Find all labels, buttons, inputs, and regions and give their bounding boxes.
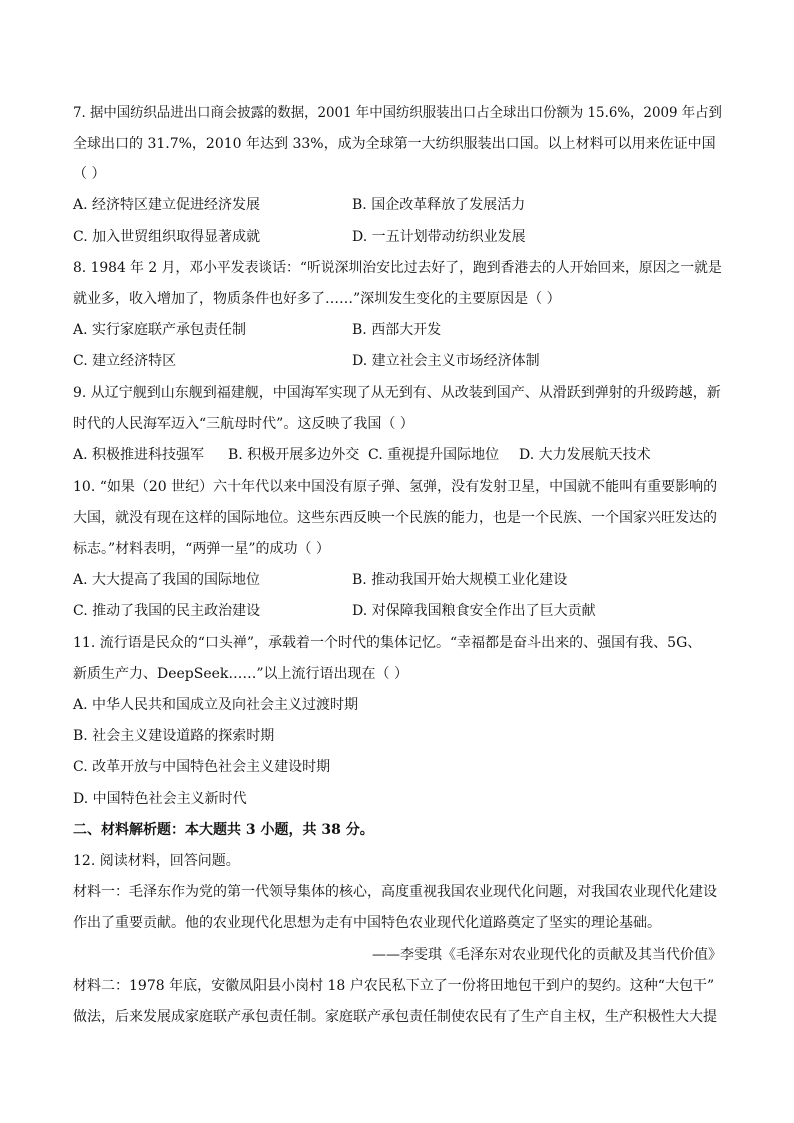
q9-option-c: C. 重视提升国际地位 [368, 447, 500, 463]
q10-option-c: C. 推动了我国的民主政治建设 [73, 603, 261, 619]
q9-stem-line-1: 9. 从辽宁舰到山东舰到福建舰，中国海军实现了从无到有、从改装到国产、从滑跃到弹射的升级跨越，新 [73, 385, 721, 401]
q12-material-1-source: ——李雯琪《毛泽东对农业现代化的贡献及其当代价值》 [372, 947, 722, 963]
q10-stem-line-1: 10. “如果（20 世纪）六十年代以来中国没有原子弹、氢弹，没有发射卫星，中国就不能叫有重要影响的 [73, 479, 718, 495]
q9-option-b: B. 积极开展多边外交 [228, 447, 360, 463]
q7-option-a: A. 经济特区建立促进经济发展 [73, 197, 261, 213]
section-2-heading: 二、材料解析题：本大题共 3 小题，共 38 分。 [73, 822, 374, 838]
q8-option-b: B. 西部大开发 [352, 322, 442, 338]
q7-stem-line-2: 全球出口的 31.7%，2010 年达到 33%，成为全球第一大纺织服装出口国。以上材料可以用来佐证中国 [73, 136, 716, 152]
q10-stem-line-2: 大国，就没有现在这样的国际地位。这些东西反映一个民族的能力，也是一个民族、一个国家兴旺发达的 [73, 510, 717, 526]
q12-material-1-line-2: 作出了重要贡献。他的农业现代化思想为走有中国特色农业现代化道路奠定了坚实的理论基础。 [73, 915, 661, 931]
q7-answer-paren: （ ） [73, 166, 106, 182]
q11-option-d: D. 中国特色社会主义新时代 [73, 791, 247, 807]
q8-option-c: C. 建立经济特区 [73, 353, 177, 369]
q7-stem-line-1: 7. 据中国纺织品进出口商会披露的数据，2001 年中国纺织服装出口占全球出口份额为 15.6%，2009 年占到 [73, 105, 722, 121]
q7-option-d: D. 一五计划带动纺织业发展 [352, 229, 526, 245]
q8-option-a: A. 实行家庭联产承包责任制 [73, 322, 247, 338]
q10-stem-line-3: 标志。”材料表明，“两弹一星”的成功（ ） [73, 541, 330, 557]
q11-stem-line-1: 11. 流行语是民众的“口头禅”，承载着一个时代的集体记忆。“幸福都是奋斗出来的、强国有我、5G、 [73, 635, 702, 651]
q10-option-d: D. 对保障我国粮食安全作出了巨大贡献 [352, 603, 596, 619]
q10-option-a: A. 大大提高了我国的国际地位 [73, 572, 261, 588]
q11-option-a: A. 中华人民共和国成立及向社会主义过渡时期 [73, 697, 359, 713]
q9-stem-line-2: 时代的人民海军迈入“三航母时代”。这反映了我国（ ） [73, 416, 414, 432]
q11-option-c: C. 改革开放与中国特色社会主义建设时期 [73, 759, 331, 775]
q12-stem: 12. 阅读材料，回答问题。 [73, 853, 240, 869]
q12-material-2-line-1: 材料二：1978 年底，安徽凤阳县小岗村 18 户农民私下立了一份将田地包干到户的契约。这种“大包干” [73, 978, 715, 994]
q12-material-1-line-1: 材料一：毛泽东作为党的第一代领导集体的核心，高度重视我国农业现代化问题，对我国农业现代化建设 [73, 884, 717, 900]
q7-option-b: B. 国企改革释放了发展活力 [352, 197, 526, 213]
q8-stem-line-2: 就业多，收入增加了，物质条件也好多了……”深圳发生变化的主要原因是（ ） [73, 291, 561, 307]
q8-option-d: D. 建立社会主义市场经济体制 [352, 353, 540, 369]
q9-option-d: D. 大力发展航天技术 [519, 447, 651, 463]
q7-option-c: C. 加入世贸组织取得显著成就 [73, 229, 261, 245]
q11-option-b: B. 社会主义建设道路的探索时期 [73, 728, 275, 744]
q11-stem-line-2: 新质生产力、DeepSeek……”以上流行语出现在（ ） [73, 666, 409, 682]
q10-option-b: B. 推动我国开始大规模工业化建设 [352, 572, 568, 588]
q12-material-2-line-2: 做法，后来发展成家庭联产承包责任制。家庭联产承包责任制使农民有了生产自主权，生产积极性大大提 [73, 1009, 717, 1025]
q9-option-a: A. 积极推进科技强军 [73, 447, 205, 463]
q8-stem-line-1: 8. 1984 年 2 月，邓小平发表谈话：“听说深圳治安比过去好了，跑到香港去的人开始回来，原因之一就是 [73, 260, 722, 276]
